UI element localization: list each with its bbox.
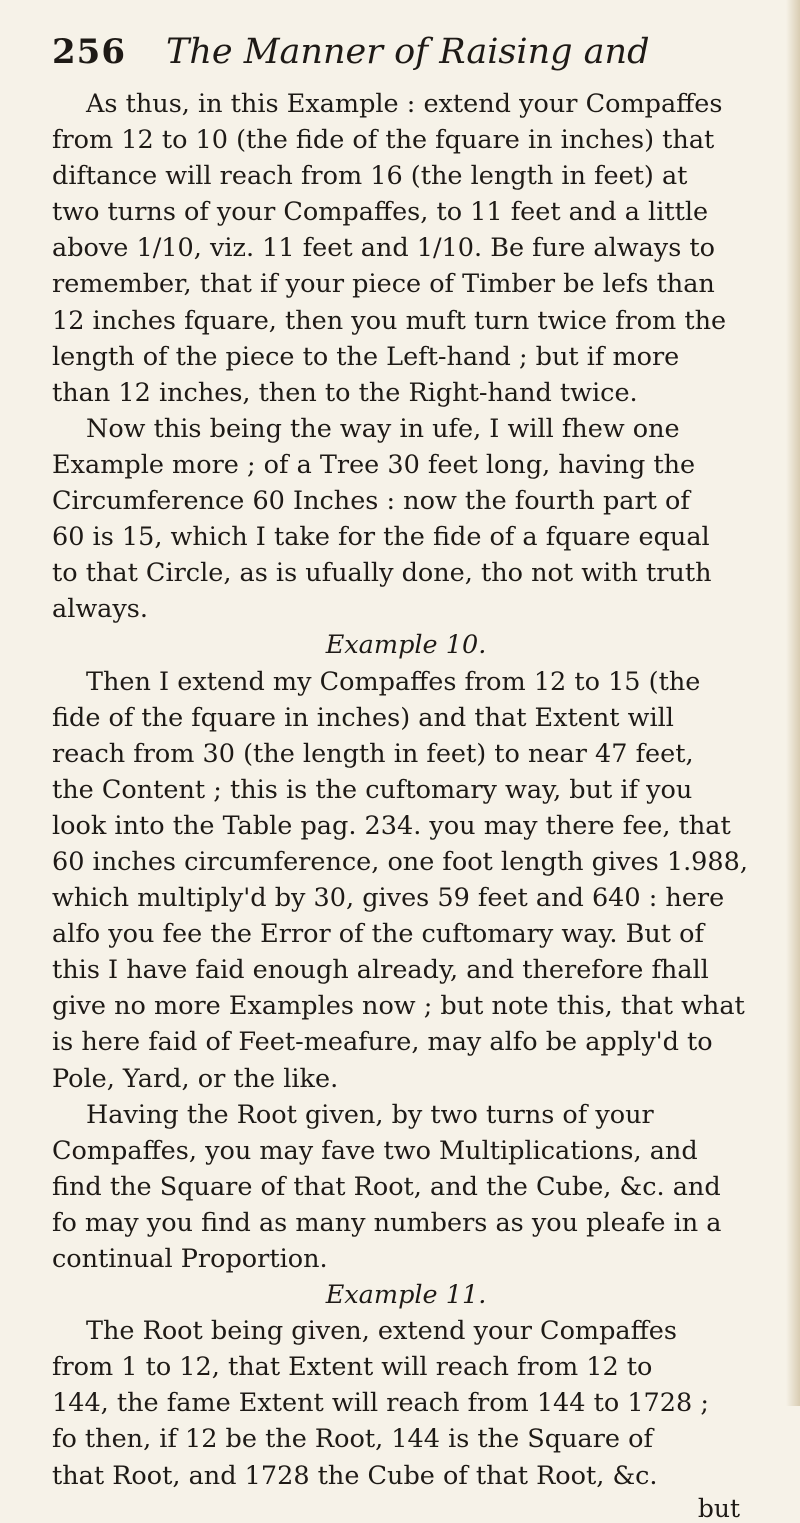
text-line: from 1 to 12, that Extent will reach from 12 to <box>52 1352 653 1383</box>
page-number: 256 <box>52 32 126 72</box>
text-line: to that Circle, as is ufually done, tho not with truth <box>52 558 712 589</box>
text-line: the Content ; this is the cuftomary way, but if you <box>52 774 693 805</box>
text-line: continual Proportion. <box>52 1244 328 1274</box>
catchword-line <box>52 1494 760 1523</box>
text-line: which multiply'd by 30, gives 59 feet and 640 : here <box>52 883 725 914</box>
text-line: Pole, Yard, or the like. <box>52 1063 339 1094</box>
text-line: The Root being given, extend your Compaffes <box>86 1316 677 1347</box>
page-edge <box>786 0 800 1406</box>
running-title: The Manner of Raising and <box>165 32 650 72</box>
example-heading: Example 10. <box>325 630 487 661</box>
text-line: remember, that if your piece of Timber be lefs than <box>52 269 715 300</box>
text-line: Then I extend my Compaffes from 12 to 15 (the <box>86 666 701 697</box>
text-line: 60 is 15, which I take for the fide of a fquare equal <box>52 522 710 553</box>
text-line: that Root, and 1728 the Cube of that Root, &c. <box>52 1460 658 1491</box>
text-line: fide of the fquare in inches) and that Extent will <box>52 702 674 733</box>
text-line: reach from 30 (the length in feet) to near 47 feet, <box>52 738 694 769</box>
body-text <box>52 86 760 1494</box>
text-line: fo then, if 12 be the Root, 144 is the Square of <box>52 1424 653 1455</box>
text-line: Having the Root given, by two turns of your <box>86 1099 654 1130</box>
text-line: Example more ; of a Tree 30 feet long, having the <box>52 449 696 480</box>
text-line: diftance will reach from 16 (the length in feet) at <box>52 161 688 192</box>
text-line: look into the Table pag. 234. you may there fee, that <box>52 810 731 841</box>
text-line: than 12 inches, then to the Right-hand twice. <box>52 377 638 408</box>
text-line: As thus, in this Example : extend your Compaffes <box>86 89 723 119</box>
text-line: is here faid of Feet-meafure, may alfo be apply'd to <box>52 1027 713 1058</box>
text-line: Compaffes, you may fave two Multiplications, and <box>52 1135 698 1166</box>
text-line: find the Square of that Root, and the Cube, &c. and <box>52 1171 721 1202</box>
text-line: length of the piece to the Left-hand ; but if more <box>52 341 680 372</box>
text-line: this I have faid enough already, and therefore fhall <box>52 955 709 986</box>
text-line: always. <box>52 594 148 625</box>
text-line: alfo you fee the Error of the cuftomary way. But of <box>52 919 704 950</box>
text-line: Now this being the way in ufe, I will fhew one <box>86 413 680 444</box>
text-line: fo may you find as many numbers as you pleafe in a <box>52 1207 722 1238</box>
text-line: give no more Examples now ; but note this, that what <box>52 991 745 1022</box>
text-line: 144, the fame Extent will reach from 144 to 1728 ; <box>52 1388 709 1419</box>
text-line: Circumference 60 Inches : now the fourth part of <box>52 486 690 517</box>
text-line: 12 inches fquare, then you muft turn twice from the <box>52 305 727 336</box>
text-line: above 1/10, viz. 11 feet and 1/10. Be fure always to <box>52 233 715 264</box>
text-line: two turns of your Compaffes, to 11 feet and a little <box>52 197 709 228</box>
text-line: from 12 to 10 (the fide of the fquare in inches) that <box>52 125 715 156</box>
catchword: but <box>697 1493 740 1523</box>
page-header <box>52 32 760 86</box>
text-line: 60 inches circumference, one foot length gives 1.988, <box>52 846 748 877</box>
example-heading: Example 11. <box>325 1280 487 1311</box>
